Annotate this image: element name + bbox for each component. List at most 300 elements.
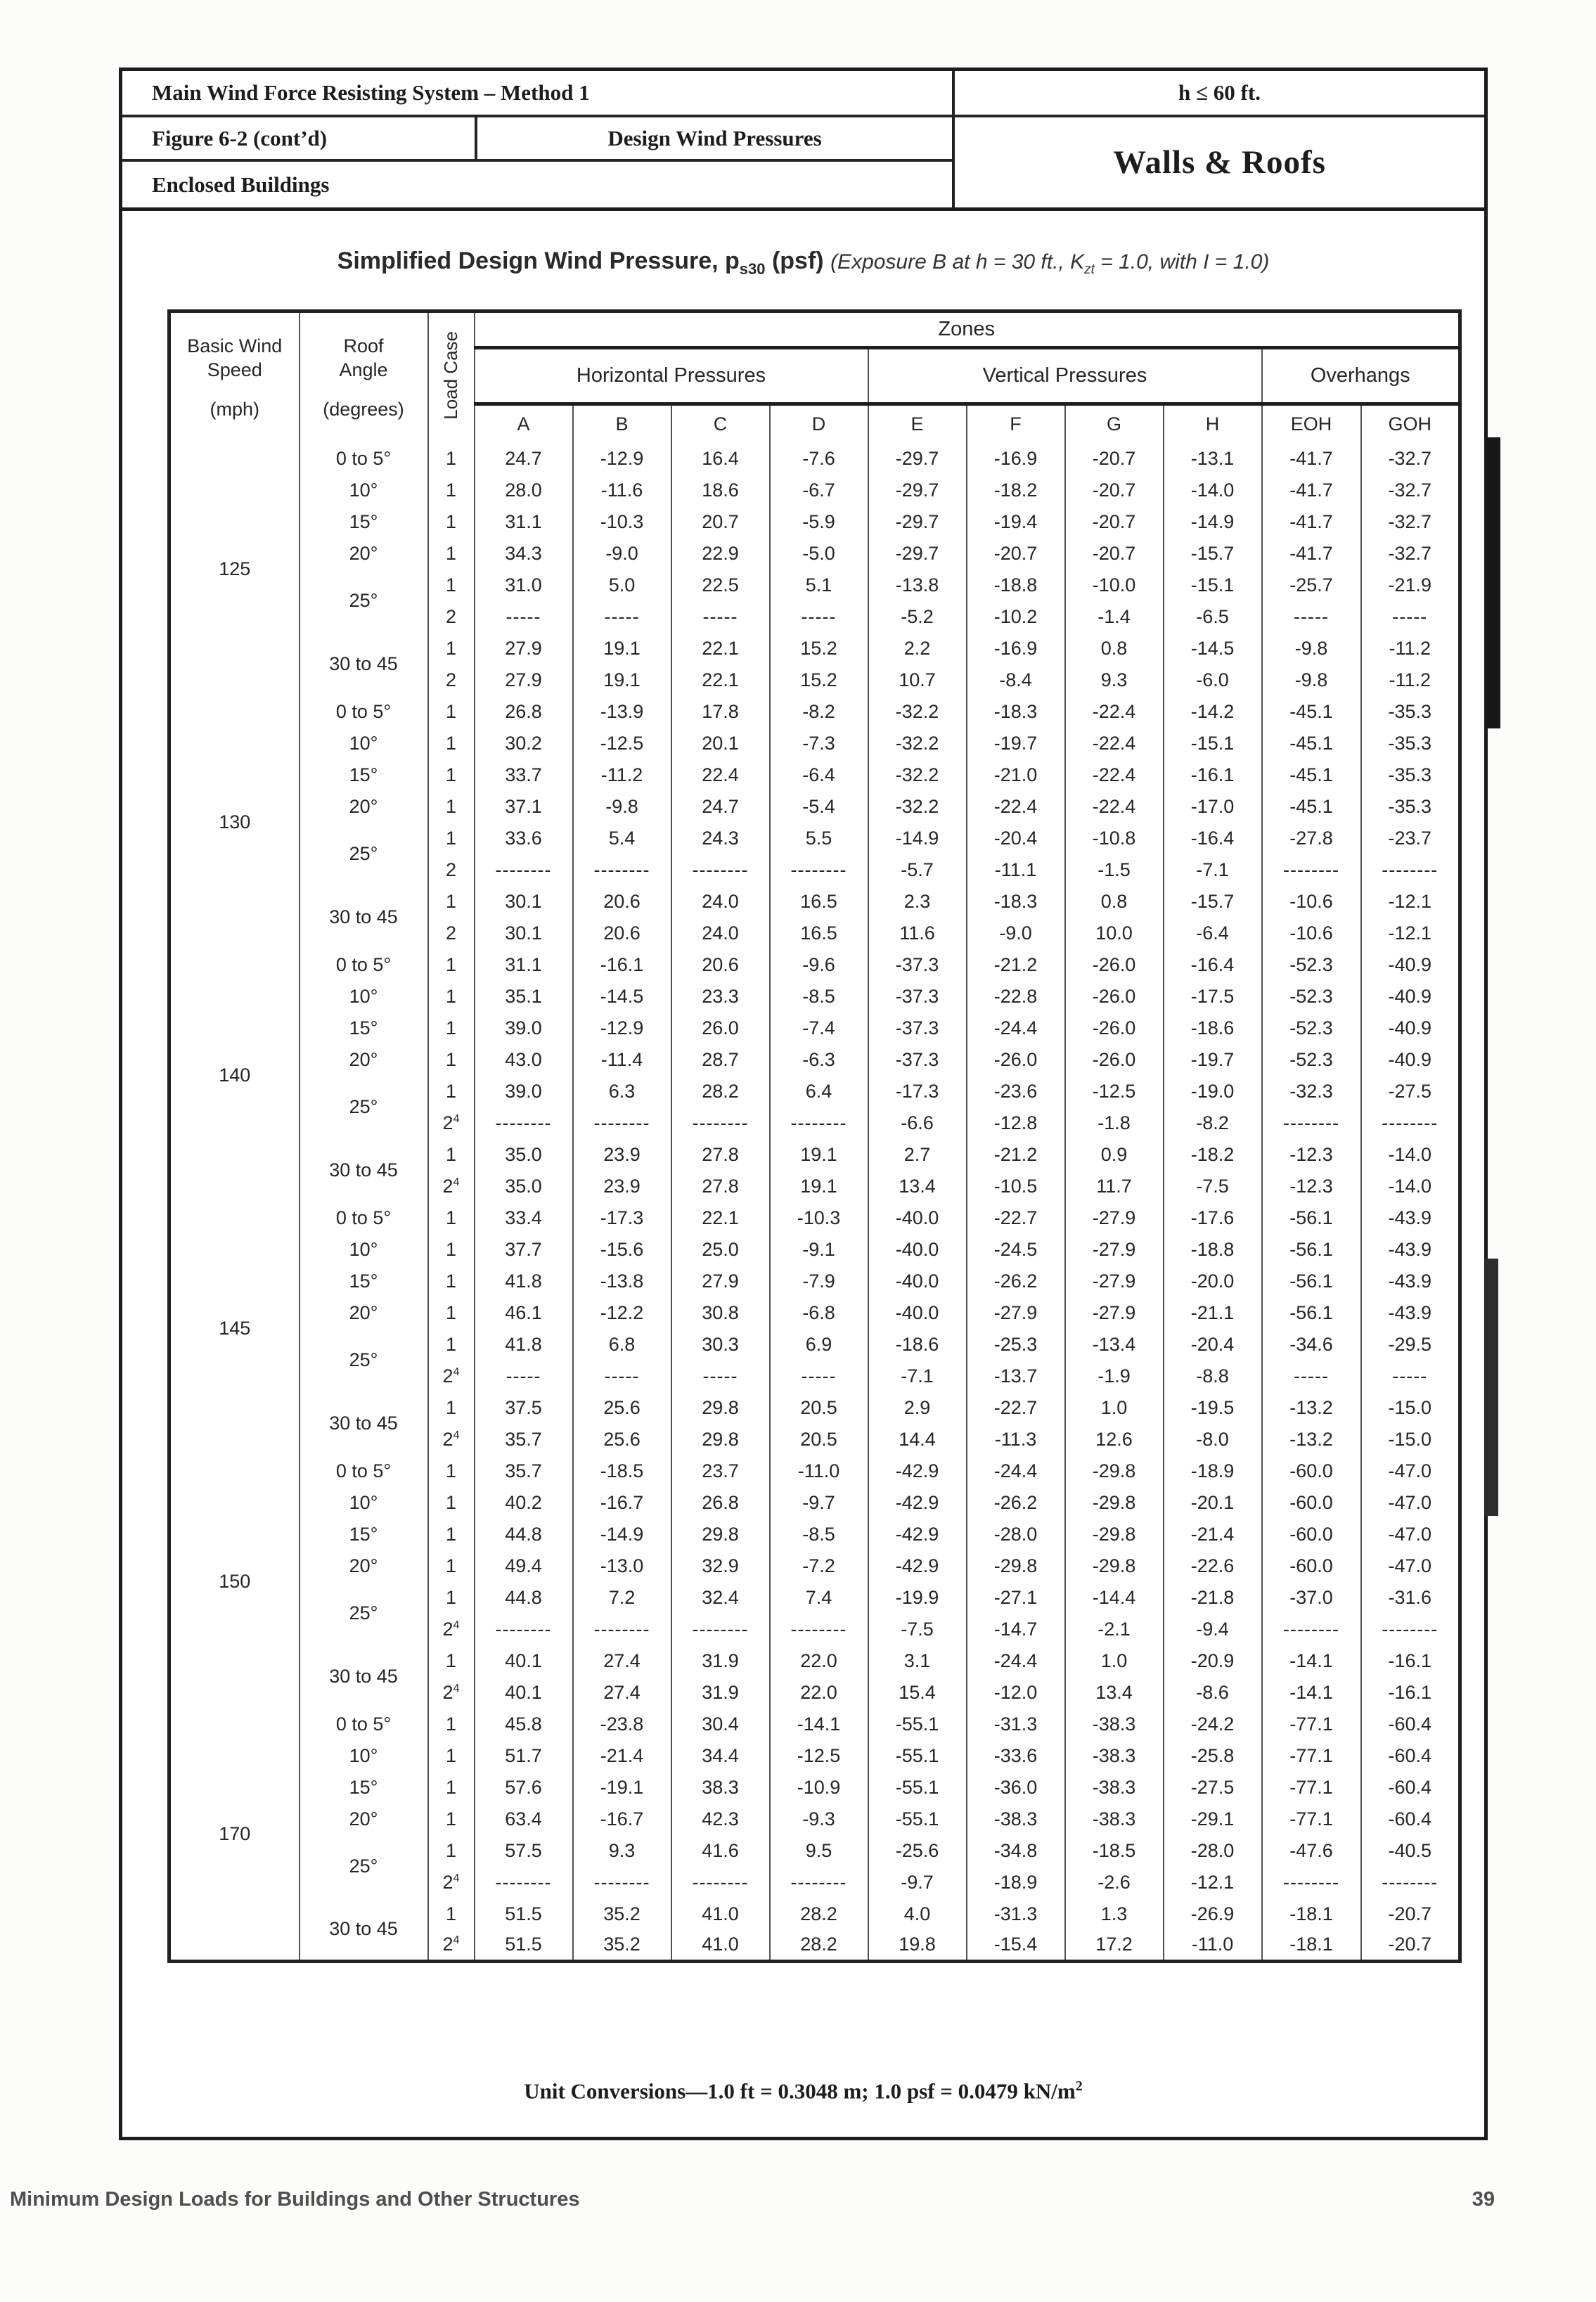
pressure-value-cell: -45.1 (1262, 791, 1361, 823)
load-case-cell: 1 (428, 570, 475, 601)
pressure-value-cell: -41.7 (1262, 475, 1361, 506)
pressure-value-cell: -11.6 (573, 475, 671, 506)
pressure-value-cell: -22.8 (967, 981, 1065, 1012)
pressure-value-cell: -11.0 (770, 1455, 868, 1487)
pressure-value-cell: 12.6 (1065, 1424, 1164, 1455)
pressure-value-cell: -------- (770, 1614, 868, 1645)
pressure-value-cell: 24.7 (671, 791, 770, 823)
pressure-value-cell: -42.9 (868, 1519, 967, 1550)
pressure-value-cell: -19.7 (1164, 1044, 1262, 1076)
pressure-value-cell: -40.0 (868, 1266, 967, 1297)
pressure-value-cell: 18.6 (671, 475, 770, 506)
pressure-value-cell: 5.1 (770, 570, 868, 601)
pressure-value-cell: 17.8 (671, 696, 770, 728)
pressure-value-cell: -77.1 (1262, 1709, 1361, 1740)
pressure-value-cell: -16.4 (1164, 823, 1262, 854)
table-row (169, 443, 1460, 475)
pressure-value-cell: -10.9 (770, 1772, 868, 1803)
pressure-value-cell: 10.7 (868, 664, 967, 696)
pressure-value-cell: -8.0 (1164, 1424, 1262, 1455)
pressure-value-cell: -15.0 (1361, 1424, 1460, 1455)
pressure-value-cell: -12.1 (1361, 918, 1460, 949)
pressure-value-cell: -------- (770, 854, 868, 886)
pressure-value-cell: -60.4 (1361, 1740, 1460, 1772)
pressure-value-cell: -18.8 (967, 570, 1065, 601)
pressure-value-cell: -11.2 (1361, 633, 1460, 664)
pressure-value-cell: -6.4 (1164, 918, 1262, 949)
pressure-value-cell: -2.1 (1065, 1614, 1164, 1645)
pressure-value-cell: -37.3 (868, 949, 967, 981)
pressure-value-cell: -38.3 (1065, 1740, 1164, 1772)
pressure-value-cell: -60.0 (1262, 1519, 1361, 1550)
pressure-value-cell: -20.1 (1164, 1487, 1262, 1519)
pressure-value-cell: -29.7 (868, 538, 967, 570)
pressure-value-cell: -77.1 (1262, 1772, 1361, 1803)
pressure-value-cell: -5.4 (770, 791, 868, 823)
title-italic-subscript: zt (1084, 262, 1095, 277)
roof-angle-cell: 20° (300, 1803, 428, 1835)
pressure-value-cell: 27.4 (573, 1645, 671, 1677)
pressure-value-cell: 2.7 (868, 1139, 967, 1171)
roof-angle-cell: 0 to 5° (300, 1709, 428, 1740)
pressure-value-cell: -16.1 (1361, 1677, 1460, 1709)
pressure-value-cell: -40.0 (868, 1202, 967, 1234)
pressure-value-cell: -24.4 (967, 1012, 1065, 1044)
pressure-value-cell: -21.4 (1164, 1519, 1262, 1550)
pressure-value-cell: -23.8 (573, 1709, 671, 1740)
pressure-value-cell: 29.8 (671, 1424, 770, 1455)
pressure-value-cell: -18.8 (1164, 1234, 1262, 1266)
load-case-cell: $2^4$ (428, 1677, 475, 1709)
load-case-cell: 2 (428, 918, 475, 949)
pressure-value-cell: -12.9 (573, 443, 671, 475)
table-row (169, 633, 1460, 664)
pressure-value-cell: -34.6 (1262, 1329, 1361, 1361)
pressure-value-cell: -31.6 (1361, 1582, 1460, 1614)
pressure-value-cell: 20.5 (770, 1392, 868, 1424)
pressure-value-cell: 43.0 (475, 1044, 573, 1076)
zone-letter-header: G (1065, 404, 1164, 443)
pressure-value-cell: 11.7 (1065, 1171, 1164, 1202)
pressure-value-cell: -20.7 (1065, 538, 1164, 570)
table-row (169, 1012, 1460, 1044)
pressure-value-cell: -12.3 (1262, 1139, 1361, 1171)
pressure-value-cell: 41.8 (475, 1329, 573, 1361)
pressure-value-cell: -52.3 (1262, 949, 1361, 981)
pressure-value-cell: -------- (475, 854, 573, 886)
pressure-value-cell: 37.7 (475, 1234, 573, 1266)
pressure-value-cell: -43.9 (1361, 1234, 1460, 1266)
roof-angle-cell: 30 to 45 (300, 1139, 428, 1202)
wind-speed-cell: 130 (169, 696, 300, 949)
pressure-value-cell: -56.1 (1262, 1266, 1361, 1297)
pressure-value-cell: -47.0 (1361, 1519, 1460, 1550)
roof-angle-cell: 20° (300, 1044, 428, 1076)
pressure-value-cell: -23.7 (1361, 823, 1460, 854)
load-case-cell: 1 (428, 1740, 475, 1772)
pressure-value-cell: -28.0 (967, 1519, 1065, 1550)
load-case-cell: $2^4$ (428, 1424, 475, 1455)
pressure-value-cell: -14.1 (1262, 1645, 1361, 1677)
roof-angle-cell: 15° (300, 1012, 428, 1044)
pressure-value-cell: -12.0 (967, 1677, 1065, 1709)
pressure-value-cell: -27.8 (1262, 823, 1361, 854)
figure-header-box (119, 67, 1488, 211)
pressure-value-cell: -8.4 (967, 664, 1065, 696)
pressure-value-cell: ----- (1262, 601, 1361, 633)
pressure-value-cell: -5.9 (770, 506, 868, 538)
pressure-value-cell: -17.5 (1164, 981, 1262, 1012)
pressure-value-cell: -32.2 (868, 791, 967, 823)
pressure-value-cell: -19.5 (1164, 1392, 1262, 1424)
load-case-header: Load Case (428, 311, 475, 443)
pressure-value-cell: -------- (475, 1614, 573, 1645)
pressure-value-cell: -38.3 (967, 1803, 1065, 1835)
pressure-value-cell: 40.2 (475, 1487, 573, 1519)
pressure-value-cell: -22.4 (1065, 696, 1164, 728)
pressure-value-cell: -37.3 (868, 1044, 967, 1076)
pressure-value-cell: 31.9 (671, 1645, 770, 1677)
pressure-value-cell: ----- (475, 1361, 573, 1392)
pressure-value-cell: -11.2 (1361, 664, 1460, 696)
pressure-value-cell: 23.9 (573, 1171, 671, 1202)
pressure-value-cell: -22.7 (967, 1202, 1065, 1234)
pressure-value-cell: -42.9 (868, 1487, 967, 1519)
pressure-value-cell: -14.1 (1262, 1677, 1361, 1709)
pressure-value-cell: -38.3 (1065, 1772, 1164, 1803)
pressure-value-cell: 51.5 (475, 1898, 573, 1930)
pressure-value-cell: -5.7 (868, 854, 967, 886)
pressure-value-cell: -32.2 (868, 696, 967, 728)
roof-angle-cell: 30 to 45 (300, 1898, 428, 1962)
pressure-value-cell: -28.0 (1164, 1835, 1262, 1867)
pressure-value-cell: 11.6 (868, 918, 967, 949)
pressure-value-cell: -7.1 (1164, 854, 1262, 886)
pressure-value-cell: 2.2 (868, 633, 967, 664)
pressure-value-cell: 27.8 (671, 1171, 770, 1202)
pressure-value-cell: -------- (475, 1107, 573, 1139)
pressure-value-cell: -60.0 (1262, 1455, 1361, 1487)
table-row (169, 1392, 1460, 1424)
horizontal-pressures-header: Horizontal Pressures (475, 348, 868, 404)
wind-pressure-table (167, 309, 1462, 1963)
pressure-value-cell: -12.3 (1262, 1171, 1361, 1202)
pressure-value-cell: 31.0 (475, 570, 573, 601)
roof-angle-header: Roof Angle (degrees) (300, 311, 428, 443)
pressure-value-cell: 3.1 (868, 1645, 967, 1677)
pressure-value-cell: -40.9 (1361, 1044, 1460, 1076)
pressure-value-cell: 6.4 (770, 1076, 868, 1107)
pressure-value-cell: 22.1 (671, 1202, 770, 1234)
load-case-cell: 1 (428, 506, 475, 538)
pressure-value-cell: -31.3 (967, 1898, 1065, 1930)
pressure-value-cell: 22.9 (671, 538, 770, 570)
pressure-value-cell: -27.9 (1065, 1266, 1164, 1297)
pressure-value-cell: -29.7 (868, 506, 967, 538)
pressure-value-cell: -15.4 (967, 1930, 1065, 1962)
pressure-value-cell: -45.1 (1262, 759, 1361, 791)
pressure-value-cell: -8.2 (770, 696, 868, 728)
pressure-value-cell: 33.4 (475, 1202, 573, 1234)
table-row (169, 1139, 1460, 1171)
pressure-value-cell: -14.9 (868, 823, 967, 854)
pressure-value-cell: -10.5 (967, 1171, 1065, 1202)
pressure-value-cell: 9.3 (573, 1835, 671, 1867)
pressure-value-cell: -35.3 (1361, 696, 1460, 728)
pressure-value-cell: -18.5 (1065, 1835, 1164, 1867)
pressure-value-cell: -1.8 (1065, 1107, 1164, 1139)
pressure-value-cell: -32.2 (868, 759, 967, 791)
table-row (169, 1487, 1460, 1519)
pressure-value-cell: 46.1 (475, 1297, 573, 1329)
pressure-value-cell: -26.0 (1065, 981, 1164, 1012)
pressure-value-cell: -20.9 (1164, 1645, 1262, 1677)
pressure-value-cell: -18.9 (1164, 1455, 1262, 1487)
pressure-value-cell: -14.0 (1361, 1139, 1460, 1171)
pressure-value-cell: -29.8 (1065, 1550, 1164, 1582)
load-case-cell: 1 (428, 1297, 475, 1329)
pressure-value-cell: -38.3 (1065, 1709, 1164, 1740)
pressure-value-cell: -13.1 (1164, 443, 1262, 475)
pressure-value-cell: 28.2 (770, 1898, 868, 1930)
table-row (169, 1772, 1460, 1803)
pressure-value-cell: -6.8 (770, 1297, 868, 1329)
pressure-value-cell: -29.8 (967, 1550, 1065, 1582)
pressure-value-cell: -43.9 (1361, 1266, 1460, 1297)
pressure-value-cell: 24.0 (671, 886, 770, 918)
pressure-value-cell: -47.6 (1262, 1835, 1361, 1867)
pressure-value-cell: 33.6 (475, 823, 573, 854)
table-row (169, 1803, 1460, 1835)
pressure-value-cell: 10.0 (1065, 918, 1164, 949)
roof-angle-cell: 20° (300, 791, 428, 823)
pressure-value-cell: 6.3 (573, 1076, 671, 1107)
pressure-value-cell: -19.4 (967, 506, 1065, 538)
pressure-value-cell: 19.1 (770, 1139, 868, 1171)
pressure-value-cell: ----- (671, 601, 770, 633)
roof-angle-cell: 25° (300, 1329, 428, 1392)
zone-letter-header: E (868, 404, 967, 443)
pressure-value-cell: 1.3 (1065, 1898, 1164, 1930)
pressure-value-cell: -23.6 (967, 1076, 1065, 1107)
load-case-cell: 1 (428, 1455, 475, 1487)
pressure-value-cell: -12.5 (1065, 1076, 1164, 1107)
pressure-value-cell: 51.5 (475, 1930, 573, 1962)
table-row (169, 1519, 1460, 1550)
roof-angle-cell: 15° (300, 1266, 428, 1297)
pressure-value-cell: -43.9 (1361, 1202, 1460, 1234)
pressure-value-cell: -6.0 (1164, 664, 1262, 696)
pressure-value-cell: -7.6 (770, 443, 868, 475)
pressure-value-cell: -41.7 (1262, 538, 1361, 570)
pressure-value-cell: -13.4 (1065, 1329, 1164, 1361)
pressure-value-cell: -37.3 (868, 981, 967, 1012)
pressure-value-cell: -------- (1262, 1614, 1361, 1645)
pressure-value-cell: -24.4 (967, 1455, 1065, 1487)
pressure-value-cell: -43.9 (1361, 1297, 1460, 1329)
pressure-value-cell: -37.3 (868, 1012, 967, 1044)
pressure-value-cell: 16.4 (671, 443, 770, 475)
pressure-value-cell: -40.5 (1361, 1835, 1460, 1867)
pressure-value-cell: 41.0 (671, 1930, 770, 1962)
pressure-value-cell: -32.7 (1361, 475, 1460, 506)
table-row (169, 791, 1460, 823)
load-case-cell: 1 (428, 1645, 475, 1677)
pressure-value-cell: -25.6 (868, 1835, 967, 1867)
pressure-value-cell: -7.2 (770, 1550, 868, 1582)
pressure-value-cell: -22.7 (967, 1392, 1065, 1424)
pressure-value-cell: ----- (671, 1361, 770, 1392)
pressure-value-cell: 25.0 (671, 1234, 770, 1266)
pressure-value-cell: 1.0 (1065, 1645, 1164, 1677)
scan-artifact-bar (1485, 1259, 1498, 1516)
load-case-cell: $2^4$ (428, 1107, 475, 1139)
pressure-value-cell: 34.4 (671, 1740, 770, 1772)
roof-angle-cell: 20° (300, 538, 428, 570)
pressure-value-cell: -7.3 (770, 728, 868, 759)
pressure-value-cell: -40.9 (1361, 981, 1460, 1012)
pressure-value-cell: -27.9 (1065, 1297, 1164, 1329)
pressure-value-cell: -18.2 (1164, 1139, 1262, 1171)
pressure-value-cell: -15.6 (573, 1234, 671, 1266)
pressure-value-cell: 44.8 (475, 1519, 573, 1550)
pressure-value-cell: -------- (671, 1107, 770, 1139)
load-case-cell: 1 (428, 443, 475, 475)
pressure-value-cell: -14.7 (967, 1614, 1065, 1645)
zone-letter-header: GOH (1361, 404, 1460, 443)
pressure-value-cell: -27.9 (1065, 1202, 1164, 1234)
roof-angle-cell: 15° (300, 1772, 428, 1803)
pressure-value-cell: -47.0 (1361, 1550, 1460, 1582)
pressure-value-cell: -12.9 (573, 1012, 671, 1044)
pressure-value-cell: 7.4 (770, 1582, 868, 1614)
pressure-value-cell: -14.1 (770, 1709, 868, 1740)
pressure-value-cell: 44.8 (475, 1582, 573, 1614)
enclosed-buildings-label: Enclosed Buildings (122, 162, 955, 207)
pressure-value-cell: -29.1 (1164, 1803, 1262, 1835)
roof-angle-cell: 25° (300, 570, 428, 633)
pressure-value-cell: -10.2 (967, 601, 1065, 633)
pressure-value-cell: -12.1 (1361, 886, 1460, 918)
pressure-value-cell: -8.5 (770, 981, 868, 1012)
pressure-value-cell: -12.5 (770, 1740, 868, 1772)
pressure-value-cell: 35.2 (573, 1898, 671, 1930)
roof-angle-cell: 0 to 5° (300, 1202, 428, 1234)
basic-wind-speed-header: Basic Wind Speed (mph) (169, 311, 300, 443)
pressure-value-cell: -25.3 (967, 1329, 1065, 1361)
pressure-value-cell: -27.5 (1361, 1076, 1460, 1107)
wind-speed-cell: 125 (169, 443, 300, 696)
pressure-value-cell: -41.7 (1262, 443, 1361, 475)
pressure-value-cell: 63.4 (475, 1803, 573, 1835)
pressure-value-cell: -16.1 (573, 949, 671, 981)
pressure-value-cell: 31.1 (475, 506, 573, 538)
pressure-value-cell: 31.1 (475, 949, 573, 981)
walls-roofs-title: Walls & Roofs (1113, 144, 1326, 181)
pressure-value-cell: -6.6 (868, 1107, 967, 1139)
pressure-value-cell: -------- (573, 854, 671, 886)
pressure-value-cell: 41.6 (671, 1835, 770, 1867)
table-row (169, 1044, 1460, 1076)
pressure-value-cell: ----- (770, 1361, 868, 1392)
pressure-value-cell: -47.0 (1361, 1487, 1460, 1519)
pressure-value-cell: -55.1 (868, 1740, 967, 1772)
pressure-value-cell: -7.5 (1164, 1171, 1262, 1202)
pressure-value-cell: -52.3 (1262, 981, 1361, 1012)
pressure-value-cell: -16.4 (1164, 949, 1262, 981)
pressure-value-cell: 15.2 (770, 633, 868, 664)
pressure-value-cell: -42.9 (868, 1455, 967, 1487)
pressure-value-cell: 25.6 (573, 1392, 671, 1424)
roof-angle-cell: 20° (300, 1297, 428, 1329)
pressure-value-cell: -9.6 (770, 949, 868, 981)
pressure-value-cell: 5.0 (573, 570, 671, 601)
pressure-value-cell: -40.0 (868, 1297, 967, 1329)
pressure-value-cell: -9.7 (868, 1867, 967, 1898)
pressure-value-cell: 19.1 (573, 664, 671, 696)
table-row (169, 728, 1460, 759)
pressure-value-cell: 35.7 (475, 1424, 573, 1455)
pressure-value-cell: -22.4 (1065, 791, 1164, 823)
roof-angle-cell: 10° (300, 475, 428, 506)
zone-letter-header: B (573, 404, 671, 443)
pressure-value-cell: 35.0 (475, 1171, 573, 1202)
pressure-value-cell: -11.4 (573, 1044, 671, 1076)
table-row (169, 759, 1460, 791)
pressure-value-cell: 2.3 (868, 886, 967, 918)
pressure-value-cell: -19.1 (573, 1772, 671, 1803)
pressure-value-cell: ----- (1262, 1361, 1361, 1392)
design-wind-pressures-label: Design Wind Pressures (477, 117, 955, 162)
pressure-value-cell: -22.4 (1065, 759, 1164, 791)
pressure-value-cell: -8.6 (1164, 1677, 1262, 1709)
pressure-value-cell: 19.8 (868, 1930, 967, 1962)
roof-angle-cell: 30 to 45 (300, 1645, 428, 1709)
pressure-value-cell: ----- (573, 601, 671, 633)
pressure-value-cell: -10.0 (1065, 570, 1164, 601)
pressure-value-cell: -20.4 (1164, 1329, 1262, 1361)
load-case-cell: 1 (428, 1012, 475, 1044)
pressure-value-cell: 57.5 (475, 1835, 573, 1867)
roof-angle-cell: 0 to 5° (300, 949, 428, 981)
table-row (169, 570, 1460, 601)
table-row (169, 886, 1460, 918)
table-row (169, 981, 1460, 1012)
load-case-cell: 1 (428, 791, 475, 823)
table-row (169, 1202, 1460, 1234)
pressure-value-cell: -40.9 (1361, 1012, 1460, 1044)
load-case-cell: 1 (428, 886, 475, 918)
pressure-value-cell: -17.3 (573, 1202, 671, 1234)
pressure-value-cell: 25.6 (573, 1424, 671, 1455)
title-subscript: s30 (739, 259, 766, 278)
pressure-value-cell: -32.2 (868, 728, 967, 759)
load-case-cell: 1 (428, 1898, 475, 1930)
table-row (169, 696, 1460, 728)
pressure-value-cell: -55.1 (868, 1772, 967, 1803)
pressure-value-cell: 15.2 (770, 664, 868, 696)
table-row (169, 475, 1460, 506)
pressure-value-cell: 28.2 (671, 1076, 770, 1107)
pressure-value-cell: 26.8 (475, 696, 573, 728)
pressure-value-cell: -------- (770, 1867, 868, 1898)
pressure-value-cell: 30.3 (671, 1329, 770, 1361)
overhangs-header: Overhangs (1262, 348, 1460, 404)
pressure-value-cell: -15.1 (1164, 728, 1262, 759)
pressure-value-cell: -------- (1361, 854, 1460, 886)
title-italic-pre: (Exposure B at h = 30 ft., K (830, 250, 1085, 274)
pressure-value-cell: -7.4 (770, 1012, 868, 1044)
